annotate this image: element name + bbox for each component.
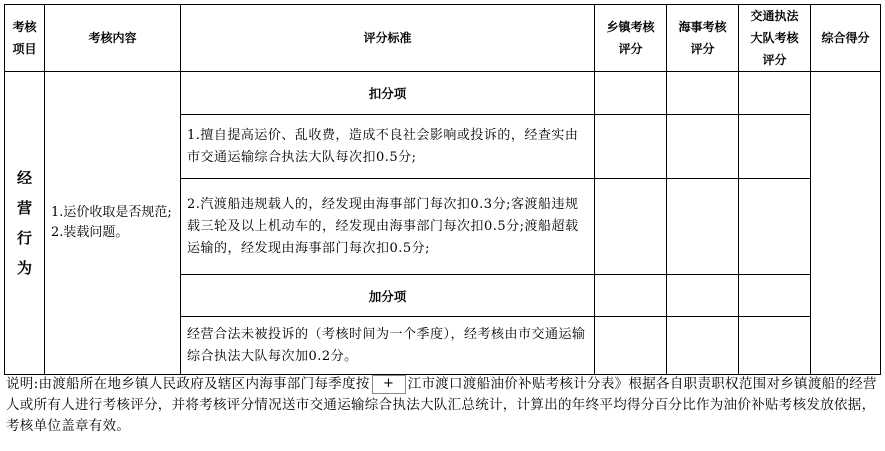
- maritime-score-cell[interactable]: [667, 179, 739, 275]
- maritime-score-cell[interactable]: [667, 275, 739, 317]
- footnote-text-start: 说明:由渡船所在地乡镇人民政府及辖区内海事部门每季度按: [6, 376, 370, 392]
- township-score-cell[interactable]: [595, 275, 667, 317]
- deduct-item-2: 2.汽渡船违规载人的，经发现由海事部门每次扣0.3分;客渡船违规载三轮及以上机动车的，经发现由海事部门每次扣0.5分;渡船超载运输的，经发现由海事部门每次扣0.5分;: [181, 179, 595, 275]
- content-cell: [45, 72, 181, 375]
- header-transport-score: 交通执法大队考核评分: [739, 5, 811, 72]
- transport-score-cell[interactable]: [739, 317, 811, 375]
- assessment-table: [4, 4, 881, 375]
- content-line-1: 1.运价收取是否规范;: [51, 205, 172, 220]
- header-maritime-score: 海事考核评分: [667, 5, 739, 72]
- header-content: 考核内容: [45, 5, 181, 72]
- township-score-cell[interactable]: [595, 115, 667, 179]
- transport-score-cell[interactable]: [739, 275, 811, 317]
- transport-score-cell[interactable]: [739, 179, 811, 275]
- transport-score-cell[interactable]: [739, 72, 811, 115]
- footnote: [6, 374, 878, 437]
- township-score-cell[interactable]: [595, 179, 667, 275]
- deduct-title: 扣分项: [181, 72, 595, 115]
- header-township-score: 乡镇考核评分: [595, 5, 667, 72]
- content-line-2: 2.装载问题。: [51, 225, 129, 240]
- header-item: 考核项目: [5, 5, 45, 72]
- bonus-item-1: 经营合法未被投诉的（考核时间为一个季度），经考核由市交通运输综合执法大队每次加0.2分。: [181, 317, 595, 375]
- add-icon[interactable]: +: [372, 375, 406, 394]
- footnote-text-end: 江市渡口渡船油价补贴考核计分表》根据各自职责职权范围对乡镇渡船的经营人或所有人进行考核评分，并将考核评分情况送市交通运输综合执法大队汇总统计，计算出的年终平均得分百分比作为油价补贴考核发放依据，考核单位盖章有效。: [6, 376, 877, 434]
- township-score-cell[interactable]: [595, 72, 667, 115]
- deduct-item-1: 1.擅自提高运价、乱收费，造成不良社会影响或投诉的，经查实由市交通运输综合执法大队每次扣0.5分;: [181, 115, 595, 179]
- total-score-cell[interactable]: [811, 72, 881, 375]
- maritime-score-cell[interactable]: [667, 317, 739, 375]
- category-cell: 经营行为: [5, 72, 45, 375]
- township-score-cell[interactable]: [595, 317, 667, 375]
- header-criteria: 评分标准: [181, 5, 595, 72]
- maritime-score-cell[interactable]: [667, 72, 739, 115]
- maritime-score-cell[interactable]: [667, 115, 739, 179]
- bonus-title: 加分项: [181, 275, 595, 317]
- transport-score-cell[interactable]: [739, 115, 811, 179]
- header-total-score: 综合得分: [811, 5, 881, 72]
